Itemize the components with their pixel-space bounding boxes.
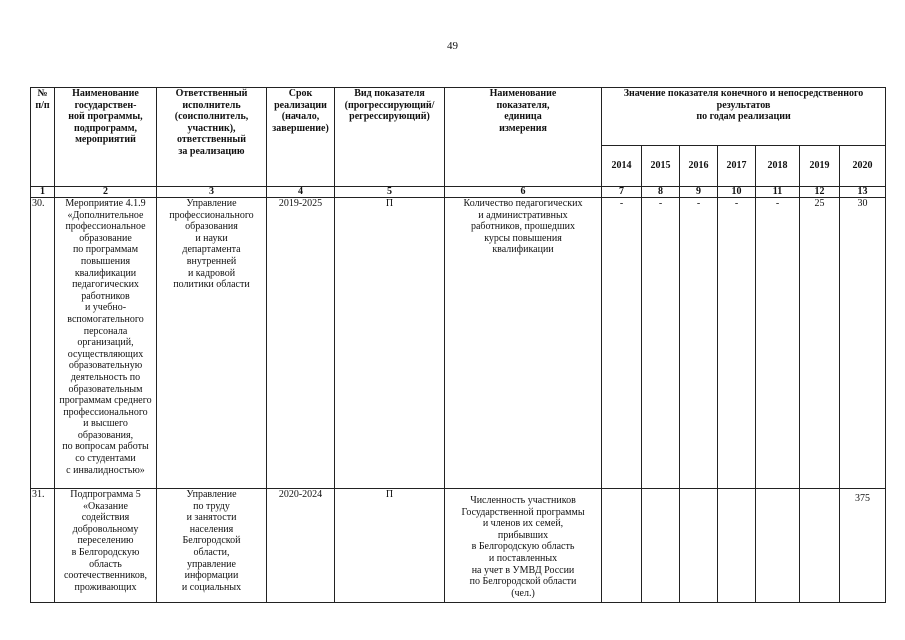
table-row bbox=[31, 489, 886, 603]
row-term: 2020-2024 bbox=[267, 489, 335, 603]
row-term: 2019-2025 bbox=[267, 198, 335, 489]
header-values-group: Значение показателя конечного и непосредственного результатов по годам реализации bbox=[602, 88, 886, 146]
column-number: 1 bbox=[31, 187, 55, 198]
column-number: 11 bbox=[756, 187, 800, 198]
column-number: 10 bbox=[718, 187, 756, 198]
header-row bbox=[31, 88, 886, 146]
row-indicator: Количество педагогических и административных работников, прошедших курсы повышения квалификации bbox=[445, 198, 602, 489]
row-value: 375 bbox=[840, 489, 886, 603]
row-executor: Управление профессионального образования и науки департамента внутренней и кадровой политики области bbox=[157, 198, 267, 489]
header-year: 2019 bbox=[800, 146, 840, 187]
row-num: 30. bbox=[31, 198, 55, 489]
row-value: 25 bbox=[800, 198, 840, 489]
row-type: П bbox=[335, 198, 445, 489]
row-executor: Управление по труду и занятости населения Белгородской области, управление информации и социальных bbox=[157, 489, 267, 603]
column-number: 4 bbox=[267, 187, 335, 198]
header-term: Срок реализации (начало, завершение) bbox=[267, 88, 335, 187]
header-type: Вид показателя (прогрессирующий/ регрессирующий) bbox=[335, 88, 445, 187]
header-num: № п/п bbox=[31, 88, 55, 187]
header-year: 2015 bbox=[642, 146, 680, 187]
row-value: - bbox=[642, 198, 680, 489]
header-indicator: Наименование показателя, единица измерения bbox=[445, 88, 602, 187]
row-value bbox=[680, 489, 718, 603]
row-value: - bbox=[718, 198, 756, 489]
table-row bbox=[31, 198, 886, 489]
column-number: 3 bbox=[157, 187, 267, 198]
header-year: 2017 bbox=[718, 146, 756, 187]
column-number: 13 bbox=[840, 187, 886, 198]
row-indicator: Численность участников Государственной программы и членов их семей, прибывших в Белгородскую область и поставленных на учет в УМВД России по Белгородской области (чел.) bbox=[445, 489, 602, 603]
row-value: 30 bbox=[840, 198, 886, 489]
row-value: - bbox=[756, 198, 800, 489]
row-value bbox=[718, 489, 756, 603]
column-number: 9 bbox=[680, 187, 718, 198]
column-numbers-row bbox=[31, 187, 886, 198]
column-number: 2 bbox=[55, 187, 157, 198]
header-year: 2018 bbox=[756, 146, 800, 187]
header-name: Наименование государствен- ной программы, подпрограмм, мероприятий bbox=[55, 88, 157, 187]
page-number: 49 bbox=[447, 40, 458, 52]
row-value: - bbox=[680, 198, 718, 489]
row-num: 31. bbox=[31, 489, 55, 603]
row-value: - bbox=[602, 198, 642, 489]
header-year: 2020 bbox=[840, 146, 886, 187]
header-executor: Ответственный исполнитель (соисполнитель, участник), ответственный за реализацию bbox=[157, 88, 267, 187]
row-name: Подпрограмма 5 «Оказание содействия добровольному переселению в Белгородскую область соотечественников, проживающих bbox=[55, 489, 157, 603]
column-number: 7 bbox=[602, 187, 642, 198]
column-number: 5 bbox=[335, 187, 445, 198]
column-number: 6 bbox=[445, 187, 602, 198]
row-value bbox=[800, 489, 840, 603]
row-value bbox=[642, 489, 680, 603]
indicators-table bbox=[30, 87, 886, 603]
row-name: Мероприятие 4.1.9 «Дополнительное профессиональное образование по программам повышения квалификации педагогических работников и учебно- вспомогательного персонала организаций, осуществляющих образовательную деятельность по образовательным программам среднего профессионального и высшего образования, по вопросам работы со студентами с инвалидностью» bbox=[55, 198, 157, 489]
header-year: 2016 bbox=[680, 146, 718, 187]
column-number: 12 bbox=[800, 187, 840, 198]
header-year: 2014 bbox=[602, 146, 642, 187]
row-value bbox=[756, 489, 800, 603]
row-type: П bbox=[335, 489, 445, 603]
column-number: 8 bbox=[642, 187, 680, 198]
row-value bbox=[602, 489, 642, 603]
